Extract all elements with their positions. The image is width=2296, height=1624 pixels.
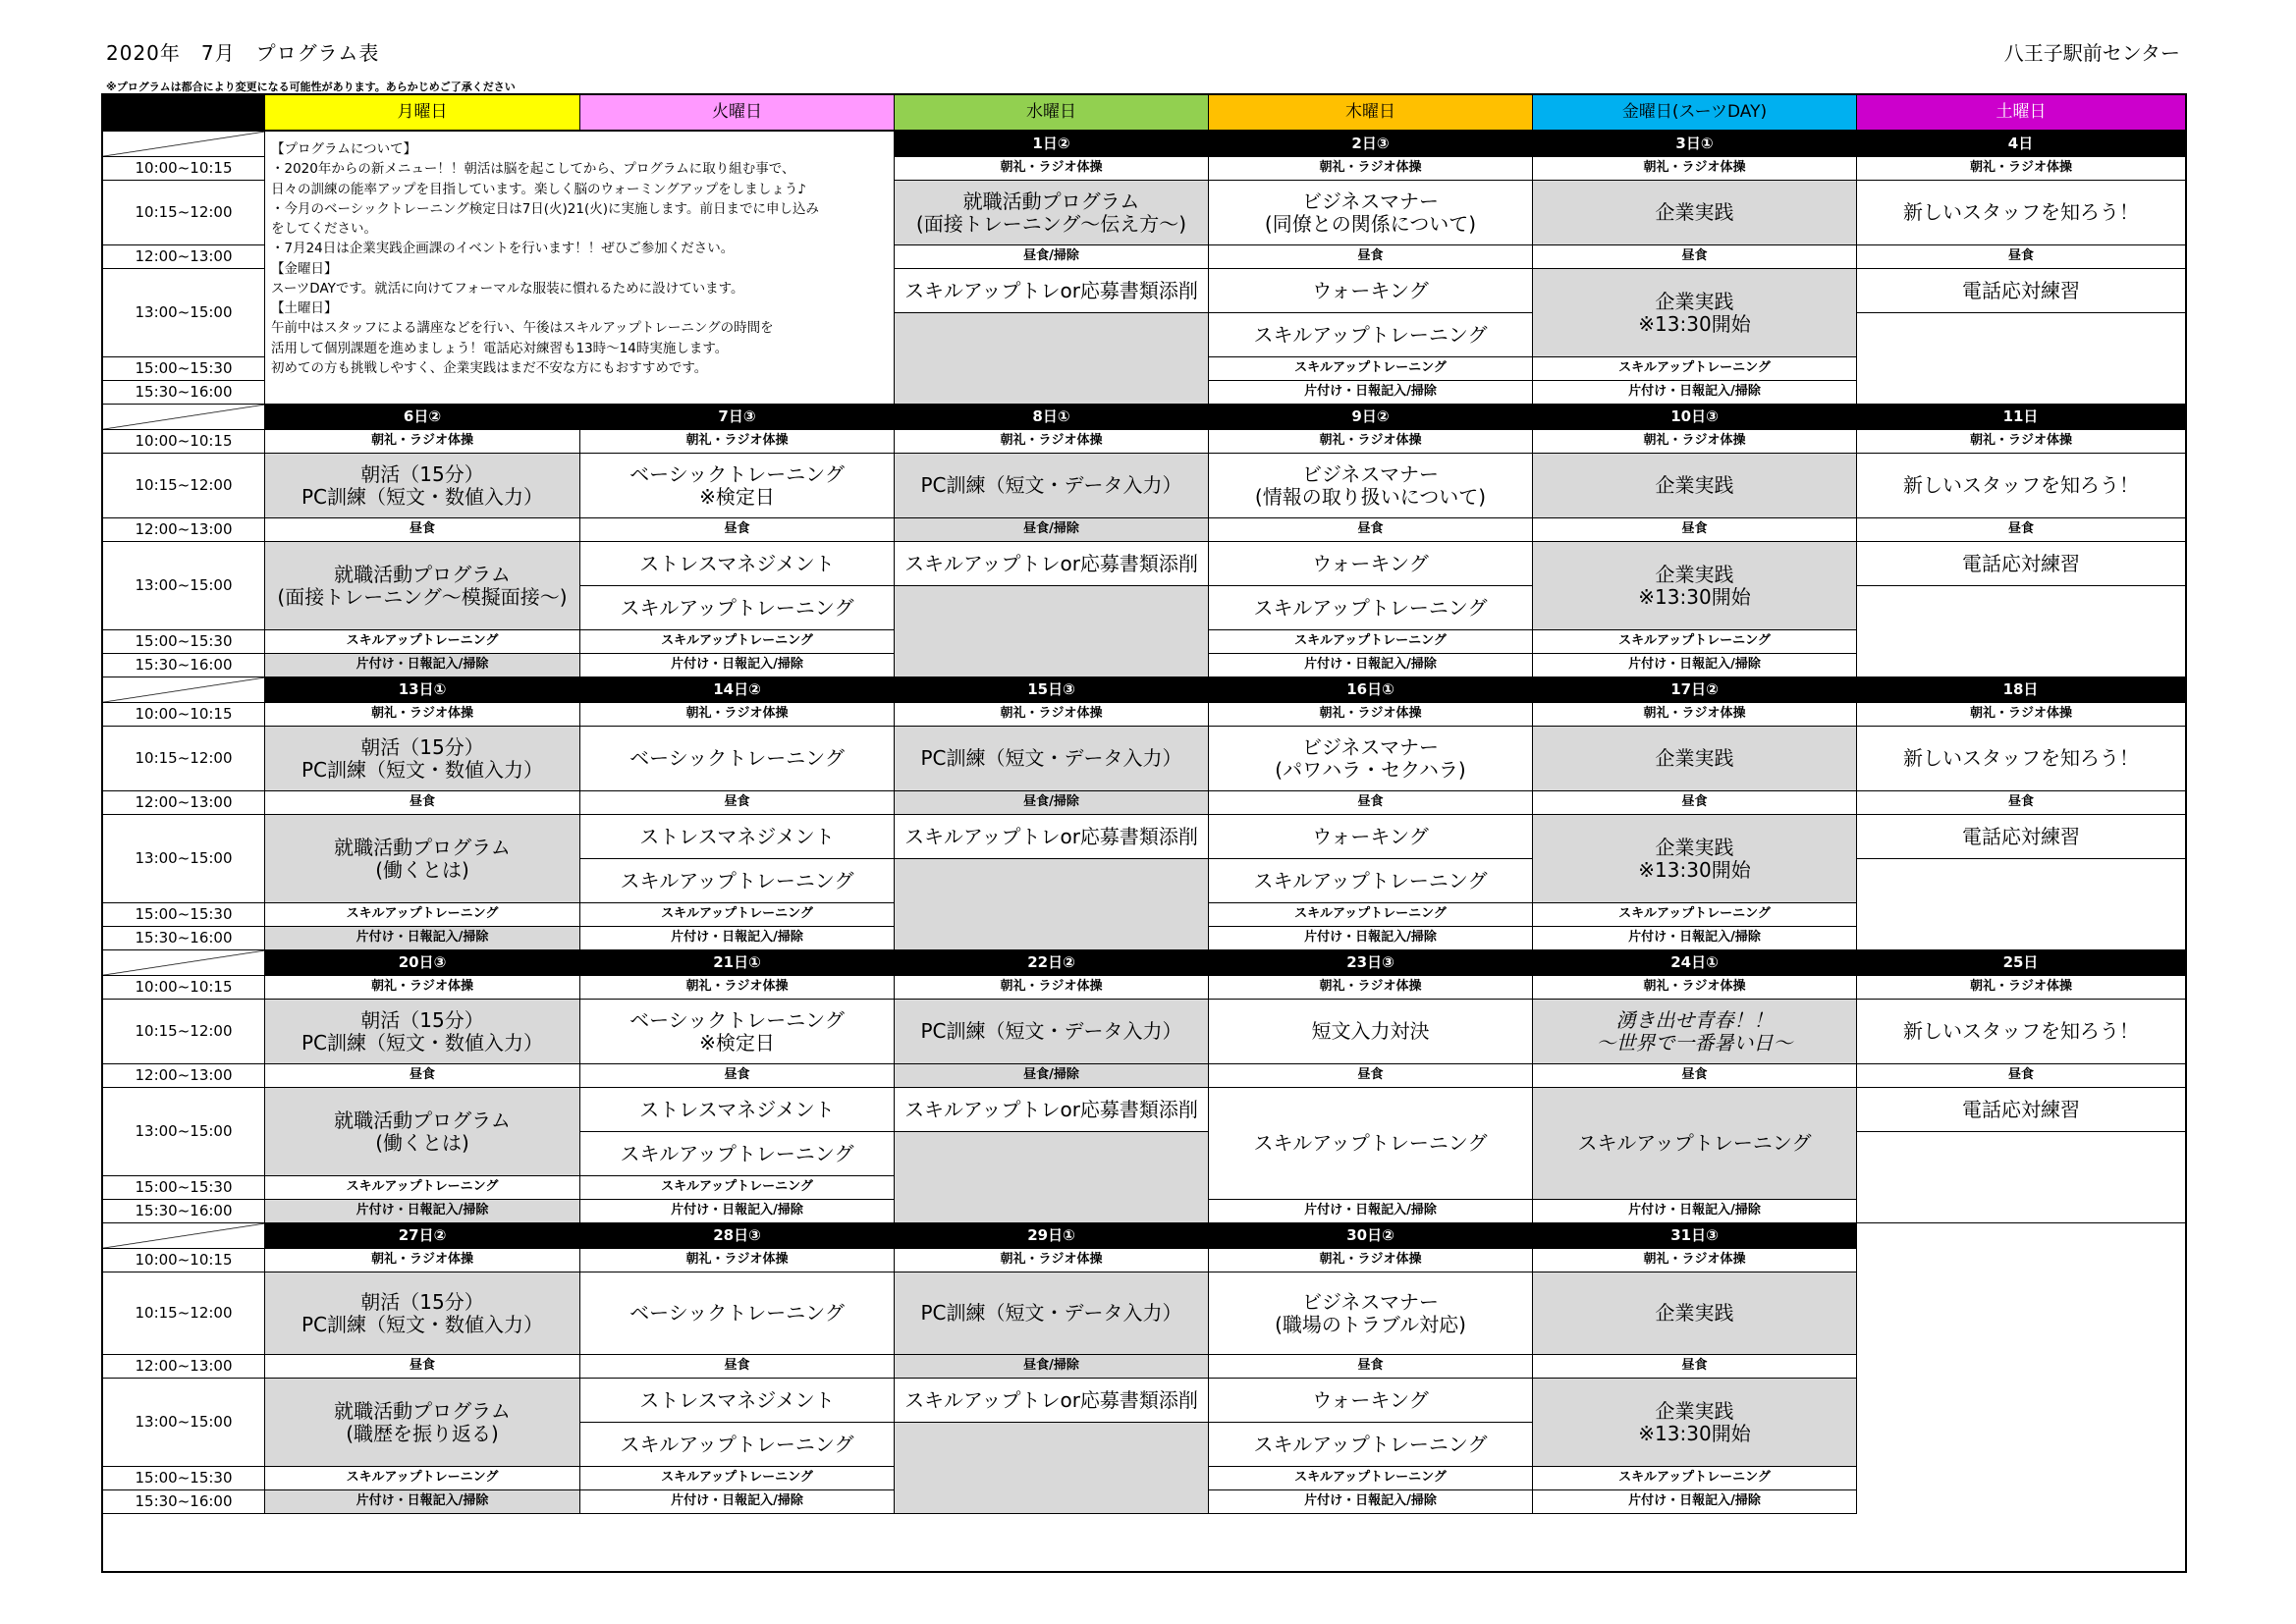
program-cell: PC訓練（短文・データ入力） xyxy=(895,454,1209,518)
program-cell: スキルアップトレーニング xyxy=(580,1176,895,1200)
program-cell: 短文入力対決 xyxy=(1209,1000,1533,1064)
blank-cell xyxy=(895,1132,1209,1223)
program-cell: 片付け・日報記入/掃除 xyxy=(265,654,580,677)
program-cell: 電話応対練習 xyxy=(1857,1088,2185,1132)
program-cell: 朝礼・ラジオ体操 xyxy=(1209,1249,1533,1272)
program-cell: スキルアップトレーニング xyxy=(265,630,580,654)
program-cell: ストレスマネジメント xyxy=(580,1088,895,1132)
program-cell: スキルアップトレーニング xyxy=(1209,1467,1533,1490)
program-cell: ウォーキング xyxy=(1209,1379,1533,1423)
program-cell: ストレスマネジメント xyxy=(580,1379,895,1423)
date-cell: 24日① xyxy=(1533,950,1857,976)
program-cell: 昼食 xyxy=(1533,518,1857,542)
program-cell: スキルアップトレーニング xyxy=(580,1132,895,1176)
time-slot: 10:00~10:15 xyxy=(103,1249,265,1272)
date-cell: 30日② xyxy=(1209,1223,1533,1249)
program-cell: スキルアップトレーニング xyxy=(580,1423,895,1467)
program-cell: スキルアップトレーニング xyxy=(1209,903,1533,927)
program-cell: 朝礼・ラジオ体操 xyxy=(895,703,1209,727)
program-cell: 企業実践 xyxy=(1533,454,1857,518)
program-cell: 新しいスタッフを知ろう！ xyxy=(1857,454,2185,518)
program-cell: スキルアップトレーニング xyxy=(265,1467,580,1490)
program-cell: スキルアップトレーニング xyxy=(1209,1088,1533,1200)
program-cell: 昼食 xyxy=(265,1355,580,1379)
program-cell: スキルアップトレーニング xyxy=(1533,903,1857,927)
program-cell: PC訓練（短文・データ入力） xyxy=(895,727,1209,791)
date-cell: 17日② xyxy=(1533,677,1857,703)
program-cell: 企業実践 xyxy=(1533,1272,1857,1355)
date-cell: 29日① xyxy=(895,1223,1209,1249)
program-cell: スキルアップトレーニング xyxy=(580,586,895,630)
program-cell: スキルアップトレor応募書類添削 xyxy=(895,1088,1209,1132)
program-cell: 片付け・日報記入/掃除 xyxy=(580,1200,895,1223)
program-cell: 朝礼・ラジオ体操 xyxy=(1533,430,1857,454)
week-corner xyxy=(103,950,265,976)
time-slot: 10:00~10:15 xyxy=(103,976,265,1000)
program-cell: 朝礼・ラジオ体操 xyxy=(1857,976,2185,1000)
program-cell: 昼食 xyxy=(580,1064,895,1088)
program-cell: 昼食 xyxy=(1209,245,1533,269)
program-cell: スキルアップトレーニング xyxy=(580,630,895,654)
time-slot: 10:15~12:00 xyxy=(103,454,265,518)
date-cell: 15日③ xyxy=(895,677,1209,703)
program-cell: 朝礼・ラジオ体操 xyxy=(265,703,580,727)
date-cell: 3日① xyxy=(1533,132,1857,157)
program-cell: 就職活動プログラム (面接トレーニング～模擬面接～) xyxy=(265,542,580,630)
week-corner xyxy=(103,132,265,157)
program-cell: ウォーキング xyxy=(1209,542,1533,586)
program-cell: ウォーキング xyxy=(1209,815,1533,859)
time-slot: 15:30~16:00 xyxy=(103,927,265,950)
program-cell: 朝礼・ラジオ体操 xyxy=(895,1249,1209,1272)
date-cell: 31日③ xyxy=(1533,1223,1857,1249)
date-cell: 21日① xyxy=(580,950,895,976)
program-cell: 朝礼・ラジオ体操 xyxy=(1857,157,2185,181)
program-cell: スキルアップトレーニング xyxy=(265,903,580,927)
blank-cell xyxy=(1857,1132,2185,1223)
program-cell: 昼食/掃除 xyxy=(895,791,1209,815)
page-title: 2020年 7月 プログラム表 xyxy=(106,41,380,65)
time-slot: 15:30~16:00 xyxy=(103,654,265,677)
program-cell: 朝礼・ラジオ体操 xyxy=(265,430,580,454)
date-cell: 23日③ xyxy=(1209,950,1533,976)
day-header-2: 火曜日 xyxy=(580,95,895,132)
blank-cell xyxy=(895,1423,1209,1514)
program-cell: 朝活（15分） PC訓練（短文・数値入力） xyxy=(265,727,580,791)
date-cell: 18日 xyxy=(1857,677,2185,703)
week-corner xyxy=(103,405,265,430)
time-slot: 13:00~15:00 xyxy=(103,542,265,630)
program-cell: スキルアップトレーニング xyxy=(1209,630,1533,654)
time-slot: 13:00~15:00 xyxy=(103,1379,265,1467)
program-cell: ベーシックトレーニング xyxy=(580,1272,895,1355)
program-cell: 就職活動プログラム (職歴を振り返る) xyxy=(265,1379,580,1467)
blank-cell xyxy=(895,859,1209,950)
time-slot: 10:00~10:15 xyxy=(103,157,265,181)
program-cell: スキルアップトレーニング xyxy=(580,903,895,927)
time-slot: 10:00~10:15 xyxy=(103,430,265,454)
date-cell: 2日③ xyxy=(1209,132,1533,157)
time-slot: 12:00~13:00 xyxy=(103,245,265,269)
program-cell: 片付け・日報記入/掃除 xyxy=(1533,381,1857,405)
program-cell: PC訓練（短文・データ入力） xyxy=(895,1000,1209,1064)
program-cell: 片付け・日報記入/掃除 xyxy=(1209,654,1533,677)
date-cell: 27日② xyxy=(265,1223,580,1249)
program-cell: 朝礼・ラジオ体操 xyxy=(1209,430,1533,454)
program-cell: 片付け・日報記入/掃除 xyxy=(1533,927,1857,950)
day-header-3: 水曜日 xyxy=(895,95,1209,132)
program-cell: 朝礼・ラジオ体操 xyxy=(895,976,1209,1000)
date-cell: 11日 xyxy=(1857,405,2185,430)
blank-cell xyxy=(895,586,1209,677)
program-cell: 朝活（15分） PC訓練（短文・数値入力） xyxy=(265,1000,580,1064)
date-cell: 22日② xyxy=(895,950,1209,976)
program-notice: 【プログラムについて】 ・2020年からの新メニュー！！朝活は脳を起こしてから、プログラムに取り組む事で、 日々の訓練の能率アップを目指しています。楽しく脳のウォーミングアップをしましょう♪ ・今月のベーシックトレーニング検定日は7日(火)21(火)に実施します。前日までに申し込み をしてください。 ・7月24日は企業実践企画課のイベントを行います！！ぜひご参加ください。 【金曜日】 スーツDAYです。就活に向けてフォーマルな服装に慣れるために設けています。 【土曜日】 午前中はスタッフによる講座などを行い、午後はスキルアップトレーニングの時間を 活用して個別課題を進めましょう！電話応対練習も13時～14時実施します。 初めての方も挑戦しやすく、企業実践はまだ不安な方にもおすすめです。 xyxy=(265,132,895,405)
date-cell: 1日② xyxy=(895,132,1209,157)
date-cell: 20日③ xyxy=(265,950,580,976)
program-cell: 昼食 xyxy=(1857,518,2185,542)
program-cell: 昼食/掃除 xyxy=(895,245,1209,269)
program-cell: 朝礼・ラジオ体操 xyxy=(1533,1249,1857,1272)
week-corner xyxy=(103,677,265,703)
corner-cell xyxy=(103,95,265,132)
program-cell: 片付け・日報記入/掃除 xyxy=(1533,1200,1857,1223)
time-slot: 15:00~15:30 xyxy=(103,903,265,927)
program-cell: スキルアップトレor応募書類添削 xyxy=(895,815,1209,859)
program-cell: ビジネスマナー (情報の取り扱いについて) xyxy=(1209,454,1533,518)
program-cell: 昼食 xyxy=(580,791,895,815)
program-cell: 昼食 xyxy=(1533,1355,1857,1379)
program-cell: 昼食/掃除 xyxy=(895,518,1209,542)
program-cell: PC訓練（短文・データ入力） xyxy=(895,1272,1209,1355)
program-cell: スキルアップトレーニング xyxy=(265,1176,580,1200)
time-slot: 15:30~16:00 xyxy=(103,381,265,405)
blank-cell xyxy=(895,313,1209,405)
program-cell: 片付け・日報記入/掃除 xyxy=(265,927,580,950)
blank-cell xyxy=(1857,586,2185,677)
program-cell: ストレスマネジメント xyxy=(580,815,895,859)
program-cell: 朝礼・ラジオ体操 xyxy=(895,430,1209,454)
program-cell: 朝礼・ラジオ体操 xyxy=(1209,703,1533,727)
program-cell: 朝礼・ラジオ体操 xyxy=(580,703,895,727)
program-cell: 昼食 xyxy=(580,1355,895,1379)
program-cell: スキルアップトレーニング xyxy=(1209,357,1533,381)
program-cell: 朝礼・ラジオ体操 xyxy=(1857,703,2185,727)
program-cell: 昼食 xyxy=(1857,791,2185,815)
program-cell: 新しいスタッフを知ろう！ xyxy=(1857,181,2185,245)
program-cell: 朝活（15分） PC訓練（短文・数値入力） xyxy=(265,1272,580,1355)
program-cell: 昼食 xyxy=(265,518,580,542)
program-cell: ベーシックトレーニング xyxy=(580,727,895,791)
program-cell: スキルアップトレor応募書類添削 xyxy=(895,1379,1209,1423)
program-cell: 昼食/掃除 xyxy=(895,1355,1209,1379)
date-cell: 14日② xyxy=(580,677,895,703)
program-cell: 企業実践 ※13:30開始 xyxy=(1533,269,1857,357)
program-cell: 朝礼・ラジオ体操 xyxy=(580,1249,895,1272)
program-cell: 片付け・日報記入/掃除 xyxy=(580,1490,895,1514)
program-cell: 朝礼・ラジオ体操 xyxy=(895,157,1209,181)
time-slot: 10:15~12:00 xyxy=(103,1000,265,1064)
date-cell: 6日② xyxy=(265,405,580,430)
program-cell: 昼食 xyxy=(265,1064,580,1088)
program-cell: スキルアップトレor応募書類添削 xyxy=(895,542,1209,586)
program-cell: スキルアップトレーニング xyxy=(1533,1467,1857,1490)
program-cell: 昼食 xyxy=(1533,1064,1857,1088)
program-cell: 昼食 xyxy=(265,791,580,815)
program-cell: 片付け・日報記入/掃除 xyxy=(580,654,895,677)
program-cell: 電話応対練習 xyxy=(1857,542,2185,586)
program-cell: 昼食/掃除 xyxy=(895,1064,1209,1088)
program-cell: 就職活動プログラム (働くとは) xyxy=(265,1088,580,1176)
time-slot: 12:00~13:00 xyxy=(103,1355,265,1379)
program-cell: 電話応対練習 xyxy=(1857,815,2185,859)
program-cell: 昼食 xyxy=(580,518,895,542)
program-cell: ストレスマネジメント xyxy=(580,542,895,586)
program-cell: 昼食 xyxy=(1209,791,1533,815)
blank-cell xyxy=(1857,859,2185,950)
program-cell: スキルアップトレーニング xyxy=(580,859,895,903)
center-name: 八王子駅前センター xyxy=(2003,41,2180,65)
program-cell: ビジネスマナー (パワハラ・セクハラ) xyxy=(1209,727,1533,791)
schedule-grid xyxy=(101,93,2187,1573)
empty-area xyxy=(1857,1223,2185,1514)
date-cell: 13日① xyxy=(265,677,580,703)
program-cell: 企業実践 xyxy=(1533,727,1857,791)
program-cell: 昼食 xyxy=(1209,1355,1533,1379)
day-header-5: 金曜日(スーツDAY) xyxy=(1533,95,1857,132)
program-cell: 朝礼・ラジオ体操 xyxy=(1857,430,2185,454)
program-cell: スキルアップトレor応募書類添削 xyxy=(895,269,1209,313)
time-slot: 12:00~13:00 xyxy=(103,791,265,815)
program-cell: 朝礼・ラジオ体操 xyxy=(580,976,895,1000)
program-cell: 就職活動プログラム (面接トレーニング～伝え方～) xyxy=(895,181,1209,245)
program-cell: 企業実践 ※13:30開始 xyxy=(1533,815,1857,903)
program-cell: 片付け・日報記入/掃除 xyxy=(265,1490,580,1514)
program-cell: 片付け・日報記入/掃除 xyxy=(1209,1490,1533,1514)
date-cell: 16日① xyxy=(1209,677,1533,703)
program-cell: 朝礼・ラジオ体操 xyxy=(1533,976,1857,1000)
program-cell: スキルアップトレーニング xyxy=(580,1467,895,1490)
program-cell: ビジネスマナー (同僚との関係について) xyxy=(1209,181,1533,245)
program-cell: ベーシックトレーニング ※検定日 xyxy=(580,454,895,518)
program-cell: 片付け・日報記入/掃除 xyxy=(1533,1490,1857,1514)
time-slot: 10:15~12:00 xyxy=(103,1272,265,1355)
time-slot: 12:00~13:00 xyxy=(103,1064,265,1088)
time-slot: 13:00~15:00 xyxy=(103,269,265,357)
day-header-6: 土曜日 xyxy=(1857,95,2185,132)
day-header-1: 月曜日 xyxy=(265,95,580,132)
program-cell: スキルアップトレーニング xyxy=(1533,630,1857,654)
date-cell: 8日① xyxy=(895,405,1209,430)
time-slot: 12:00~13:00 xyxy=(103,518,265,542)
program-cell: 昼食 xyxy=(1857,1064,2185,1088)
program-cell: 朝礼・ラジオ体操 xyxy=(1533,703,1857,727)
program-cell: 就職活動プログラム (働くとは) xyxy=(265,815,580,903)
time-slot: 15:00~15:30 xyxy=(103,357,265,381)
program-cell: 電話応対練習 xyxy=(1857,269,2185,313)
program-cell: ベーシックトレーニング ※検定日 xyxy=(580,1000,895,1064)
date-cell: 25日 xyxy=(1857,950,2185,976)
program-cell: スキルアップトレーニング xyxy=(1209,586,1533,630)
program-cell: 朝礼・ラジオ体操 xyxy=(265,1249,580,1272)
program-cell: 湧き出せ青春！！ ～世界で一番暑い日～ xyxy=(1533,1000,1857,1064)
program-cell: 昼食 xyxy=(1533,791,1857,815)
program-cell: 昼食 xyxy=(1533,245,1857,269)
program-cell: 企業実践 xyxy=(1533,181,1857,245)
time-slot: 10:00~10:15 xyxy=(103,703,265,727)
time-slot: 10:15~12:00 xyxy=(103,181,265,245)
program-cell: 片付け・日報記入/掃除 xyxy=(265,1200,580,1223)
blank-cell xyxy=(1857,313,2185,405)
time-slot: 10:15~12:00 xyxy=(103,727,265,791)
program-cell: 朝礼・ラジオ体操 xyxy=(1209,157,1533,181)
program-cell: 朝礼・ラジオ体操 xyxy=(1533,157,1857,181)
program-cell: 企業実践 ※13:30開始 xyxy=(1533,542,1857,630)
program-cell: 片付け・日報記入/掃除 xyxy=(1533,654,1857,677)
time-slot: 15:30~16:00 xyxy=(103,1200,265,1223)
program-cell: 朝礼・ラジオ体操 xyxy=(265,976,580,1000)
program-cell: 新しいスタッフを知ろう！ xyxy=(1857,1000,2185,1064)
program-cell: 片付け・日報記入/掃除 xyxy=(1209,381,1533,405)
time-slot: 15:00~15:30 xyxy=(103,1467,265,1490)
time-slot: 15:00~15:30 xyxy=(103,1176,265,1200)
program-cell: 新しいスタッフを知ろう！ xyxy=(1857,727,2185,791)
date-cell: 28日③ xyxy=(580,1223,895,1249)
program-cell: スキルアップトレーニング xyxy=(1209,859,1533,903)
program-cell: ウォーキング xyxy=(1209,269,1533,313)
program-cell: 片付け・日報記入/掃除 xyxy=(1209,927,1533,950)
program-cell: スキルアップトレーニング xyxy=(1209,313,1533,357)
date-cell: 4日 xyxy=(1857,132,2185,157)
program-cell: 朝活（15分） PC訓練（短文・数値入力） xyxy=(265,454,580,518)
time-slot: 13:00~15:00 xyxy=(103,1088,265,1176)
day-header-4: 木曜日 xyxy=(1209,95,1533,132)
date-cell: 10日③ xyxy=(1533,405,1857,430)
program-cell: 片付け・日報記入/掃除 xyxy=(580,927,895,950)
date-cell: 7日③ xyxy=(580,405,895,430)
program-cell: 企業実践 ※13:30開始 xyxy=(1533,1379,1857,1467)
program-cell: 片付け・日報記入/掃除 xyxy=(1209,1200,1533,1223)
time-slot: 13:00~15:00 xyxy=(103,815,265,903)
program-cell: ビジネスマナー (職場のトラブル対応) xyxy=(1209,1272,1533,1355)
program-cell: 昼食 xyxy=(1209,518,1533,542)
program-cell: スキルアップトレーニング xyxy=(1533,357,1857,381)
week-corner xyxy=(103,1223,265,1249)
schedule-note: ※プログラムは都合により変更になる可能性があります。あらかじめご了承ください xyxy=(106,81,516,93)
program-cell: スキルアップトレーニング xyxy=(1209,1423,1533,1467)
time-slot: 15:30~16:00 xyxy=(103,1490,265,1514)
time-slot: 15:00~15:30 xyxy=(103,630,265,654)
program-cell: 朝礼・ラジオ体操 xyxy=(1209,976,1533,1000)
program-cell: スキルアップトレーニング xyxy=(1533,1088,1857,1200)
program-cell: 朝礼・ラジオ体操 xyxy=(580,430,895,454)
program-cell: 昼食 xyxy=(1209,1064,1533,1088)
date-cell: 9日② xyxy=(1209,405,1533,430)
program-cell: 昼食 xyxy=(1857,245,2185,269)
